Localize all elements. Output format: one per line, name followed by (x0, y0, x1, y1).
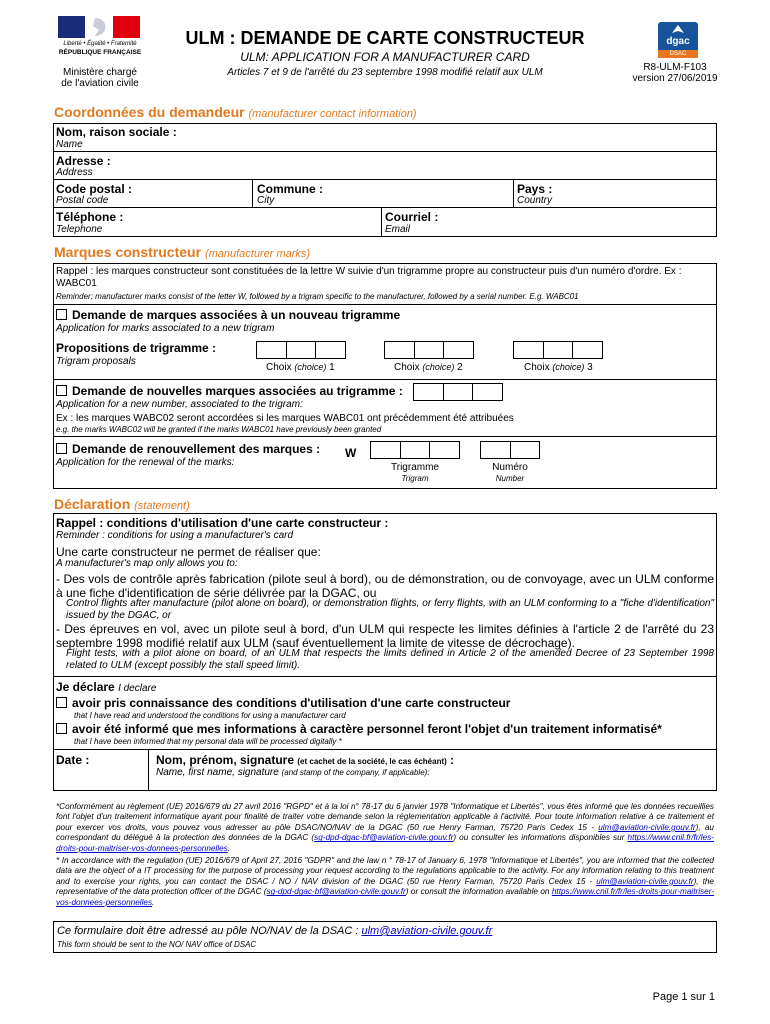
trigram-caption: Trigramme (391, 462, 439, 473)
number-caption-en: Number (495, 474, 525, 483)
condition-item-2-fr: - Des épreuves en vol, avec un pilote seul à bord, d'un ULM qui respecte les limites définies à l'article 2 de l'arrêté du 23 septembre 1998 modifié relatif aux ULM (sauf éventuellement la limite de vitesse de décrochage). (56, 622, 714, 650)
city-field[interactable] (330, 180, 510, 206)
signature-sublabel: Name, first name, signature (and stamp of the company, if applicable): (156, 767, 430, 778)
conditions-intro-fr: Une carte constructeur ne permet de réaliser que: (56, 545, 321, 559)
new-marks-label: Demande de nouvelles marques associées au trigramme : (72, 384, 403, 398)
marianne-tricolor (58, 16, 140, 38)
trigram-caption-en: Trigram (401, 474, 429, 483)
data-processing-label: avoir été informé que mes informations à caractère personnel feront l'objet d'un traitement informatisé* (72, 722, 662, 736)
gdpr-en-dpo-link[interactable]: sg-dpd-dgac-bf@aviation-civile.gouv.fr (266, 887, 406, 897)
trigram-proposals-sublabel: Trigram proposals (56, 356, 136, 367)
republique-francaise-logo (58, 16, 142, 66)
phone-sublabel: Telephone (56, 224, 103, 235)
address-label: Adresse : (56, 154, 111, 168)
name-sublabel: Name (56, 139, 83, 150)
condition-item-1-fr: - Des vols de contrôle après fabrication (pilote seul à bord), ou de démonstration, ou de convoyage, avec un ULM conforme à une fiche d'identification de série délivrée par la DGAC, ou (56, 572, 714, 600)
number-caption: Numéro (492, 462, 528, 473)
marks-reminder-fr: Rappel : les marques constructeur sont constituées de la lettre W suivie d'un trigramme propre au constructeur puis d'un numéro d'ordre. Ex : WABC01 (56, 266, 682, 289)
data-processing-checkbox[interactable] (56, 723, 67, 734)
choice-3-label: Choix (choice) 3 (524, 362, 593, 373)
trigram-choice-1-boxes[interactable] (256, 341, 346, 359)
gdpr-note-en: * In accordance with the regulation (UE) 2016/679 of April 27, 2016 "GDPR" and the law n ° 78-17 of January 6, 1978 "Informatique et Libertés", you are informed that the collected data are the object of a IT processing for the purpose of processing your request according to the regulations applicable to the activity. For any information relating to this treatment and to exercise your rights, you can contact the DSAC / NO / NAV division of the DGAC (50 rue Henry Farman, 75720 Paris Cedex 15 - ulm@aviation-civile.gouv.fr), the representative of the data protection officer of the DGAC (sg-dpd-dgac-bf@aviation-civile.gouv.fr) or consult the information available on https://www.cnil.fr/fr/les-droits-pour-maitriser-vos-donnees-personnelles. (56, 856, 714, 907)
page-title: ULM : DEMANDE DE CARTE CONSTRUCTEUR (185, 28, 585, 48)
choice-2-label: Choix (choice) 2 (394, 362, 463, 373)
form-version: version 27/06/2019 (632, 73, 718, 84)
city-label: Commune : (257, 182, 323, 196)
gdpr-fr-cnil-link[interactable]: https://www.cnil.fr/fr/les-droits-pour-maitriser-vos-donnees-personnelles (56, 833, 714, 853)
conditions-title: Rappel : conditions d'utilisation d'une carte constructeur : (56, 516, 389, 530)
dgac-logo-text: dgac (666, 36, 690, 47)
ministry-line1: Ministère chargé (63, 67, 137, 78)
country-sublabel: Country (517, 195, 553, 206)
ministry-line2: de l'aviation civile (61, 78, 139, 89)
date-label: Date : (56, 753, 90, 767)
gdpr-en-email-link[interactable]: ulm@aviation-civile.gouv.fr (596, 876, 694, 886)
email-label: Courriel : (385, 210, 439, 224)
dgac-logo (658, 22, 698, 60)
rf-name: RÉPUBLIQUE FRANÇAISE (58, 49, 142, 56)
new-trigram-sublabel: Application for marks associated to a new trigram (56, 323, 275, 334)
rf-motto: Liberté • Égalité • Fraternité (63, 41, 137, 47)
country-label: Pays : (517, 182, 553, 196)
renewal-label: Demande de renouvellement des marques : (72, 442, 321, 456)
dgac-logo-subtext: DSAC (658, 50, 698, 58)
name-field[interactable] (200, 124, 714, 150)
marks-section-title: Marques constructeur (manufacturer marks) (54, 244, 311, 260)
email-sublabel: Email (385, 224, 411, 235)
signature-field[interactable] (150, 780, 714, 790)
address-field[interactable] (130, 152, 714, 178)
city-sublabel: City (257, 195, 275, 206)
marks-reminder-en: Reminder: manufacturer marks consist of the letter W, followed by a trigram specific to the manufacturer, followed by a serial number. E.g. WABC01 (56, 292, 579, 301)
renewal-number-boxes[interactable] (480, 441, 540, 459)
country-field[interactable] (570, 180, 714, 206)
date-field[interactable] (54, 768, 146, 790)
send-to-en: This form should be sent to the NO/ NAV office of DSAC (57, 940, 257, 949)
postal-code-sublabel: Postal code (56, 195, 109, 206)
phone-label: Téléphone : (56, 210, 124, 224)
renewal-checkbox[interactable] (56, 443, 67, 454)
acknowledge-conditions-label: avoir pris connaissance des conditions d'utilisation d'une carte constructeur (72, 696, 511, 710)
postal-code-field[interactable] (140, 180, 250, 206)
new-marks-sublabel: Application for a new number, associated to the trigram: (56, 399, 303, 410)
address-sublabel: Address (56, 167, 93, 178)
renewal-sublabel: Application for the renewal of the marks: (56, 457, 235, 468)
condition-item-2-en: Flight tests, with a pilot alone on board, of an ULM that respects the limits defined in Article 2 of the amended Decree of 23 September 1998 related to ULM (except possibly the stall speed limit). (66, 648, 714, 671)
acknowledge-conditions-sublabel: that I have read and understood the conditions for using a manufacturer card (74, 711, 346, 720)
page-subtitle: ULM: APPLICATION FOR A MANUFACTURER CARD (240, 50, 530, 64)
new-marks-example-fr: Ex : les marques WABC02 seront accordées si les marques WABC01 ont précédemment été attribuées (56, 413, 514, 424)
choice-1-label: Choix (choice) 1 (266, 362, 335, 373)
acknowledge-conditions-checkbox[interactable] (56, 697, 67, 708)
new-marks-checkbox[interactable] (56, 385, 67, 396)
gdpr-note-fr: *Conformément au règlement (UE) 2016/679 du 27 avril 2016 "RGPD" et à la loi n° 78-17 du 6 janvier 1978 "Informatique et Libertés", vous êtes informé que les données recueillies font l'objet d'un traitement informatique ayant pour finalité de traiter votre demande selon la réglementation applicable à l'activité. Pour toute information relative à ce traitement et pour exercer vos droits, vous pouvez vous adresser au pôle DSAC/NO/NAV de la DGAC (50 rue Henry Farman, 75720 Paris Cedex 15 - ulm@aviation-civile.gouv.fr), au correspondant du délégué à la protection des données de la DGAC (sg-dpd-dgac-bf@aviation-civile.gouv.fr) ou consulter les informations disponibles sur https://www.cnil.fr/fr/les-droits-pour-maitriser-vos-donnees-personnelles. (56, 802, 714, 853)
send-to-fr: Ce formulaire doit être adressé au pôle NO/NAV de la DSAC : ulm@aviation-civile.gouv.fr (57, 925, 493, 937)
trigram-choice-3-boxes[interactable] (513, 341, 603, 359)
data-processing-sublabel: that I have been informed that my personal data will be processed digitally * (74, 737, 342, 746)
renewal-w-letter: W (345, 446, 357, 460)
declaration-section-title: Déclaration (statement) (54, 496, 190, 512)
new-marks-example-en: e.g. the marks WABC02 will be granted if the marks WABC01 have previously been granted (56, 425, 382, 434)
new-trigram-checkbox[interactable] (56, 309, 67, 320)
gdpr-fr-email-link[interactable]: ulm@aviation-civile.gouv.fr (598, 822, 696, 832)
renewal-trigram-boxes[interactable] (370, 441, 460, 459)
conditions-sublabel: Reminder : conditions for using a manufacturer's card (56, 530, 294, 541)
form-reference: R8-ULM-F103 (643, 62, 707, 73)
gdpr-en-cnil-link[interactable]: https://www.cnil.fr/fr/les-droits-pour-maitriser-vos-donnees-personnelles (56, 887, 714, 907)
declare-label: Je déclare I declare (56, 680, 157, 694)
new-trigram-label: Demande de marques associées à un nouveau trigramme (72, 308, 401, 322)
page-number: Page 1 sur 1 (652, 991, 715, 1003)
contact-section-title: Coordonnées du demandeur (manufacturer contact information) (54, 104, 417, 120)
phone-field[interactable] (140, 208, 378, 236)
name-label: Nom, raison sociale : (56, 125, 177, 139)
condition-item-1-en: Control flights after manufacture (pilot alone on board), or demonstration flights, or ferry flights, with an ULM conforming to a "fiche d'identification" issued by the DGAC, or (66, 598, 714, 621)
new-marks-trigram-boxes[interactable] (413, 383, 503, 401)
articles-reference: Articles 7 et 9 de l'arrêté du 23 septembre 1998 modifié relatif aux ULM (227, 67, 543, 78)
trigram-choice-2-boxes[interactable] (384, 341, 474, 359)
gdpr-fr-dpo-link[interactable]: sg-dpd-dgac-bf@aviation-civile.gouv.fr (314, 833, 454, 843)
email-field[interactable] (450, 208, 714, 236)
conditions-intro-en: A manufacturer's map only allows you to: (56, 558, 238, 569)
trigram-proposals-label: Propositions de trigramme : (56, 341, 217, 355)
send-to-email-link[interactable]: ulm@aviation-civile.gouv.fr (361, 925, 493, 937)
postal-code-label: Code postal : (56, 182, 133, 196)
signature-label: Nom, prénom, signature (et cachet de la société, le cas échéant) : (156, 753, 455, 767)
